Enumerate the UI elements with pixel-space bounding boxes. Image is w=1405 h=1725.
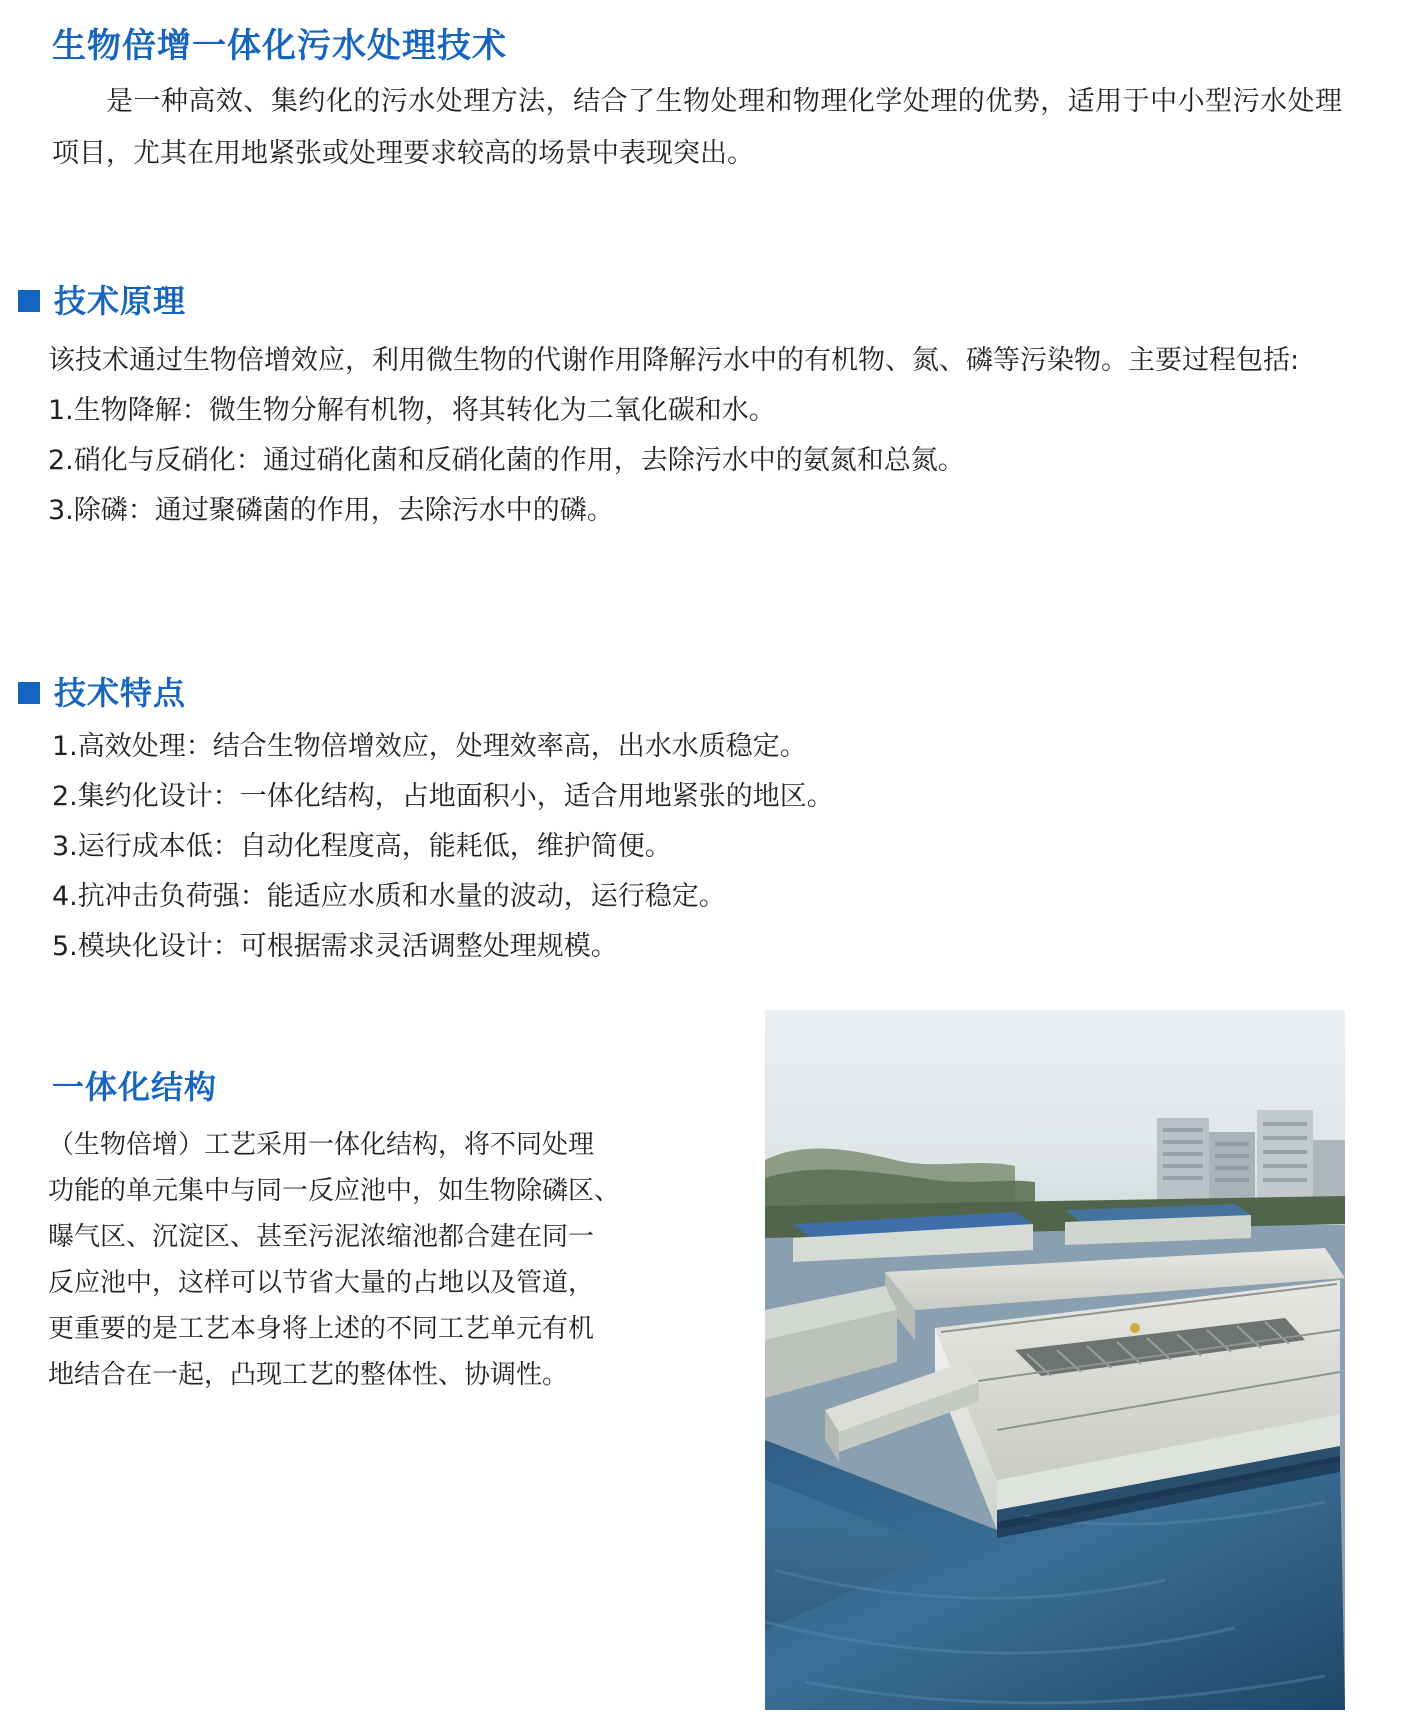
structure-line-5: 更重要的是工艺本身将上述的不同工艺单元有机 xyxy=(48,1314,595,1344)
intro-paragraph: 是一种高效、集约化的污水处理方法，结合了生物处理和物理化学处理的优势，适用于中小型污水处理项目，尤其在用地紧张或处理要求较高的场景中表现突出。 xyxy=(52,86,1342,169)
structure-line-4: 反应池中，这样可以节省大量的占地以及管道， xyxy=(48,1268,595,1298)
feature-item-2: 2.集约化设计：一体化结构，占地面积小，适合用地紧张的地区。 xyxy=(52,781,834,812)
feature-item-4: 4.抗冲击负荷强：能适应水质和水量的波动，运行稳定。 xyxy=(52,881,726,912)
section-heading-features-label: 技术特点 xyxy=(54,674,187,712)
section-heading-structure: 一体化结构 xyxy=(52,1068,218,1106)
structure-line-1: （生物倍增）工艺采用一体化结构，将不同处理 xyxy=(48,1130,595,1160)
principle-item-2: 2.硝化与反硝化：通过硝化菌和反硝化菌的作用，去除污水中的氨氮和总氮。 xyxy=(48,445,965,476)
structure-line-6: 地结合在一起，凸现工艺的整体性、协调性。 xyxy=(48,1360,569,1390)
structure-line-2: 功能的单元集中与同一反应池中，如生物除磷区、 xyxy=(48,1176,621,1206)
feature-item-5: 5.模块化设计：可根据需求灵活调整处理规模。 xyxy=(52,931,618,962)
principle-item-3: 3.除磷：通过聚磷菌的作用，去除污水中的磷。 xyxy=(48,495,614,526)
feature-item-3: 3.运行成本低：自动化程度高，能耗低，维护简便。 xyxy=(52,831,672,862)
structure-body xyxy=(48,1122,708,1398)
page-title: 生物倍增一体化污水处理技术 xyxy=(52,26,507,66)
feature-item-1: 1.高效处理：结合生物倍增效应，处理效率高，出水水质稳定。 xyxy=(52,731,807,762)
plant-photo xyxy=(765,1010,1345,1710)
square-bullet-icon xyxy=(18,290,40,312)
plant-photo-illustration xyxy=(765,1010,1345,1710)
principle-lead: 该技术通过生物倍增效应，利用微生物的代谢作用降解污水中的有机物、氮、磷等污染物。主要过程包括: xyxy=(48,345,1300,376)
principle-item-1: 1.生物降解：微生物分解有机物，将其转化为二氧化碳和水。 xyxy=(48,395,776,426)
section-heading-principle xyxy=(18,276,186,322)
structure-line-3: 曝气区、沉淀区、甚至污泥浓缩池都合建在同一 xyxy=(48,1222,595,1252)
features-body xyxy=(52,722,1352,972)
principle-body xyxy=(48,336,1348,536)
square-bullet-icon xyxy=(18,682,40,704)
section-heading-features xyxy=(18,668,186,714)
section-heading-principle-label: 技术原理 xyxy=(54,282,187,320)
